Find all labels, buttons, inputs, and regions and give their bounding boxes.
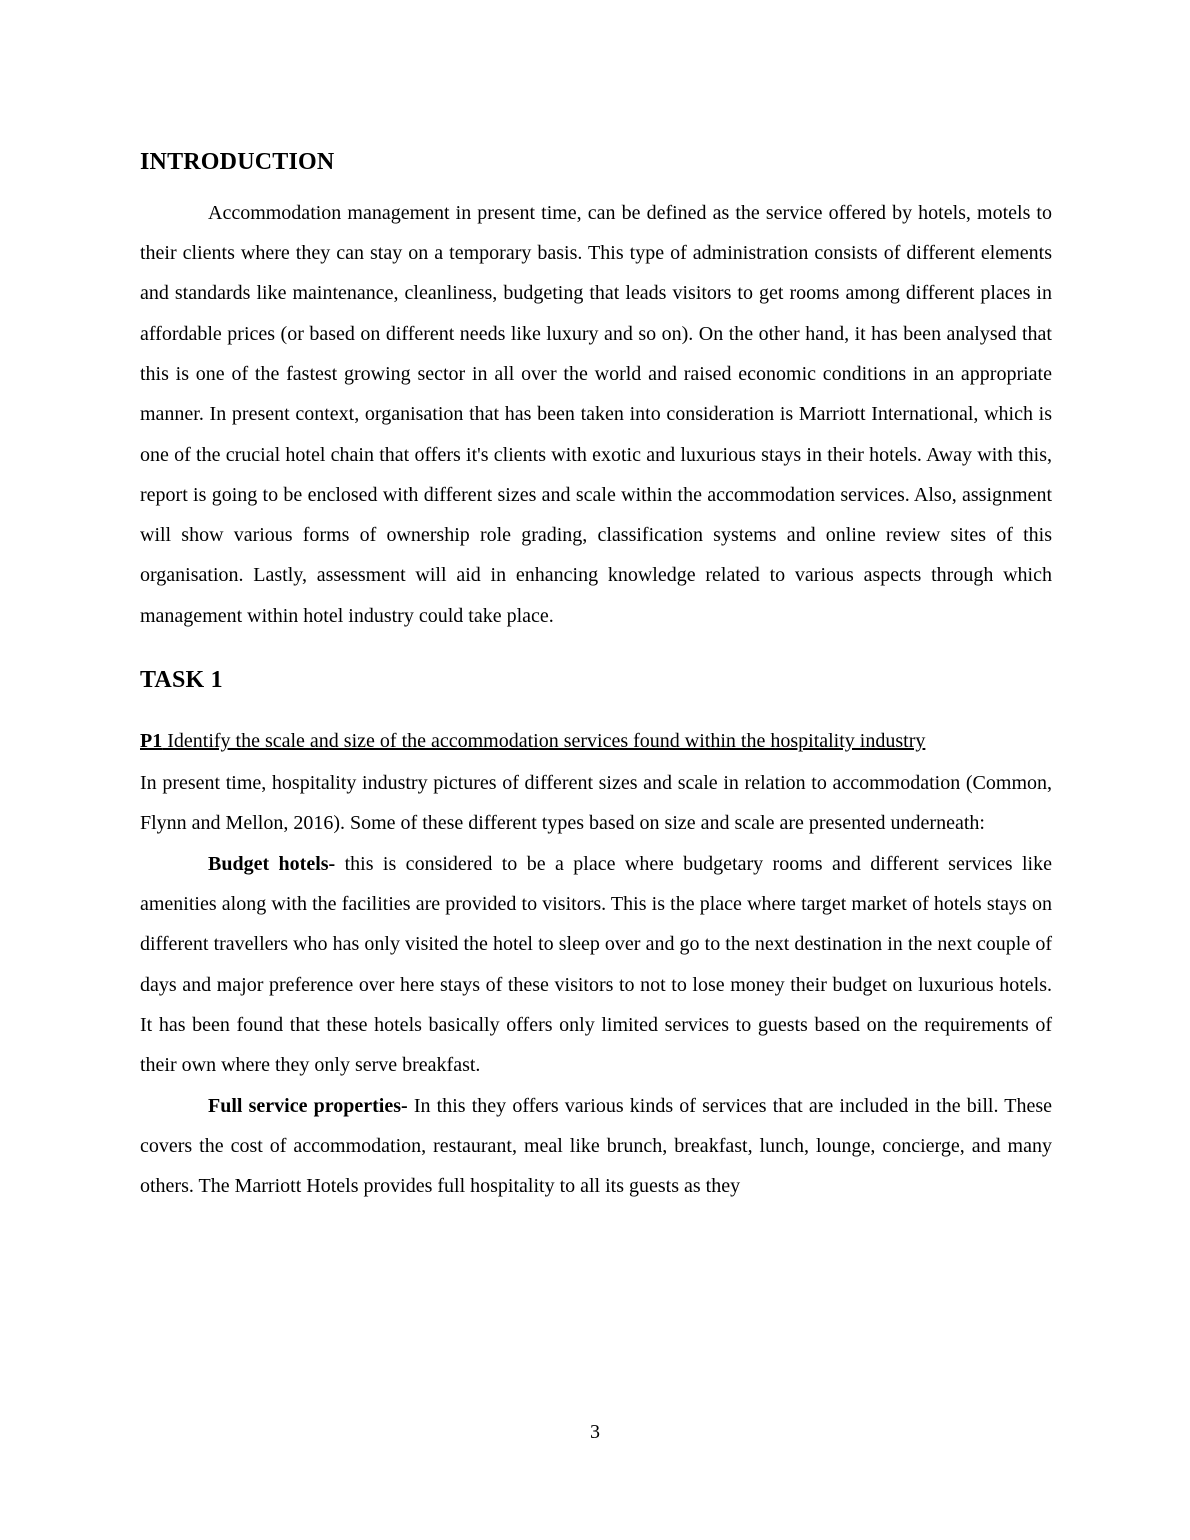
p1-title: Identify the scale and size of the accommodation services found within the hospitality industry — [162, 729, 926, 752]
document-content — [140, 148, 1052, 1206]
full-service-text: In this they offers various kinds of services that are included in the bill. These covers the cost of accommodation, restaurant, meal like brunch, breakfast, lunch, lounge, concierge, and many others. The Marriott Hotels provides full hospitality to all its guests as they — [140, 1094, 1052, 1198]
task1-intro-paragraph: In present time, hospitality industry pictures of different sizes and scale in relation to accommodation (Common, Flynn and Mellon, 2016). Some of these different types based on size and scale are presented underneath: — [140, 772, 1052, 835]
page-number: 3 — [590, 1421, 600, 1443]
introduction-paragraph: Accommodation management in present time, can be defined as the service offered by hotels, motels to their clients where they can stay on a temporary basis. This type of administration consists of different elements and standards like maintenance, cleanliness, budgeting that leads visitors to get rooms among different places in affordable prices (or based on different needs like luxury and so on). On the other hand, it has been analysed that this is one of the fastest growing sector in all over the world and raised economic conditions in an appropriate manner. In present context, organisation that has been taken into consideration is Marriott International, which is one of the crucial hotel chain that offers it's clients with exotic and luxurious stays in their hotels. Away with this, report is going to be enclosed with different sizes and scale within the accommodation services. Also, assignment will show various forms of ownership role grading, classification systems and online review sites of this organisation. Lastly, assessment will aid in enhancing knowledge related to various aspects through which management within hotel industry could take place. — [140, 201, 1052, 627]
budget-hotels-text: this is considered to be a place where budgetary rooms and different services like amenities along with the facilities are provided to visitors. This is the place where target market of hotels stays on different travellers who has only visited the hotel to sleep over and go to the next destination in the next couple of days and major preference over here stays of these visitors to not to lose money their budget on luxurious hotels. It has been found that these hotels basically offers only limited services to guests based on the requirements of their own where they only serve breakfast. — [140, 852, 1052, 1077]
full-service-label: Full service properties- — [208, 1094, 408, 1117]
budget-hotels-paragraph — [140, 844, 1052, 1086]
introduction-heading: INTRODUCTION — [140, 149, 335, 175]
task1-heading: TASK 1 — [140, 667, 223, 694]
p1-subheading — [140, 721, 1052, 761]
p1-label: P1 — [140, 729, 163, 752]
budget-hotels-label: Budget hotels- — [208, 852, 336, 875]
full-service-paragraph — [140, 1086, 1052, 1207]
